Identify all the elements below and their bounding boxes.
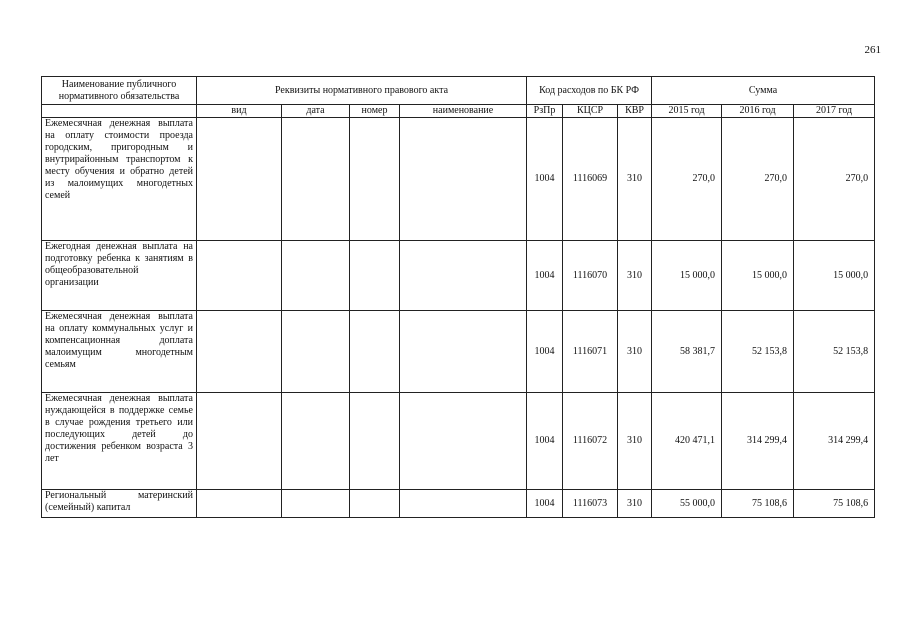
header-vid: вид (197, 105, 282, 118)
kvr-cell: 310 (618, 490, 652, 518)
header-sum: Сумма (652, 77, 875, 105)
sum-2015-cell: 15 000,0 (652, 241, 722, 311)
kvr-cell: 310 (618, 393, 652, 490)
sum-2016-cell: 52 153,8 (722, 311, 794, 393)
rzpr-cell: 1004 (527, 118, 563, 241)
sum-2015-cell: 270,0 (652, 118, 722, 241)
obligation-name: Ежемесячная денежная выплата на оплату коммунальных услуг и компенсационная доплата малоимущим многодетным семьям (42, 311, 197, 393)
kcsr-cell: 1116070 (563, 241, 618, 311)
header-row-1 (42, 77, 875, 105)
kvr-cell: 310 (618, 241, 652, 311)
sum-2016-cell: 270,0 (722, 118, 794, 241)
kcsr-cell: 1116071 (563, 311, 618, 393)
page-number: 261 (864, 44, 881, 56)
table-row (42, 490, 875, 518)
header-number: номер (350, 105, 400, 118)
table-row (42, 241, 875, 311)
sum-2016-cell: 15 000,0 (722, 241, 794, 311)
sum-2017-cell: 314 299,4 (794, 393, 875, 490)
header-date: дата (282, 105, 350, 118)
header-row-2 (42, 105, 875, 118)
header-2016: 2016 год (722, 105, 794, 118)
sum-2015-cell: 420 471,1 (652, 393, 722, 490)
rzpr-cell: 1004 (527, 393, 563, 490)
header-2015: 2015 год (652, 105, 722, 118)
rzpr-cell: 1004 (527, 490, 563, 518)
sum-2016-cell: 75 108,6 (722, 490, 794, 518)
sum-2015-cell: 55 000,0 (652, 490, 722, 518)
sum-2016-cell: 314 299,4 (722, 393, 794, 490)
kcsr-cell: 1116069 (563, 118, 618, 241)
obligation-name: Ежегодная денежная выплата на подготовку ребенка к занятиям в общеобразовательной организации (42, 241, 197, 311)
sum-2017-cell: 75 108,6 (794, 490, 875, 518)
header-kvr: КВР (618, 105, 652, 118)
kvr-cell: 310 (618, 118, 652, 241)
rzpr-cell: 1004 (527, 241, 563, 311)
sum-2017-cell: 270,0 (794, 118, 875, 241)
table-row (42, 393, 875, 490)
obligation-name: Ежемесячная денежная выплата на оплату стоимости проезда городским, пригородным и внутрирайонным транспортом к месту обучения и обратно детей из малоимущих многодетных семей (42, 118, 197, 241)
kcsr-cell: 1116073 (563, 490, 618, 518)
sum-2017-cell: 15 000,0 (794, 241, 875, 311)
table-row (42, 311, 875, 393)
obligation-name: Региональный материнский (семейный) капитал (42, 490, 197, 518)
header-requisites: Реквизиты нормативного правового акта (197, 77, 527, 105)
rzpr-cell: 1004 (527, 311, 563, 393)
header-code: Код расходов по БК РФ (527, 77, 652, 105)
budget-table (41, 76, 875, 518)
header-2017: 2017 год (794, 105, 875, 118)
sum-2017-cell: 52 153,8 (794, 311, 875, 393)
kcsr-cell: 1116072 (563, 393, 618, 490)
sum-2015-cell: 58 381,7 (652, 311, 722, 393)
kvr-cell: 310 (618, 311, 652, 393)
table-row (42, 118, 875, 241)
header-rzpr: РзПр (527, 105, 563, 118)
header-title: наименование (400, 105, 527, 118)
header-name: Наименование публичного нормативного обязательства (42, 77, 197, 105)
header-kcsr: КЦСР (563, 105, 618, 118)
obligation-name: Ежемесячная денежная выплата нуждающейся в поддержке семье в случае рождения третьего или последующих детей до достижения ребенком возраста 3 лет (42, 393, 197, 490)
